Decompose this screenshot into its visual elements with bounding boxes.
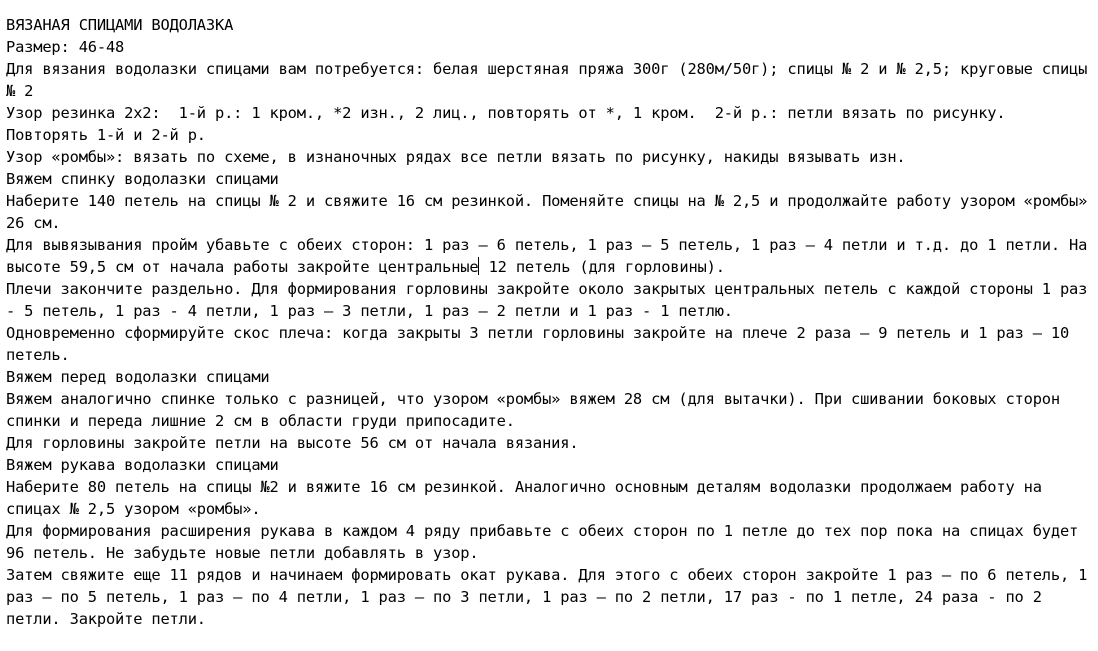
sleeves-cast-on-paragraph: Наберите 80 петель на спицы №2 и вяжите 16 см резинкой. Аналогично основным деталям водолазки продолжаем работу на спицах № 2,5 узором «ромбы». [6, 478, 1051, 518]
sleeve-increase-paragraph: Для формирования расширения рукава в каждом 4 ряду прибавьте с обеих сторон по 1 петле до тех пор пока на спицах будет 96 петель. Не забудьте новые петли добавлять в узор. [6, 522, 1088, 562]
armhole-text-before-caret: Для вывязывания пройм убавьте с обеих сторон: 1 раз — 6 петель, 1 раз – 5 петель, 1 раз – 4 петли и т.д. до 1 петли. На высоте 59,5 см от начала работы закройте центральные [6, 236, 1097, 276]
shoulders-paragraph: Плечи закончите раздельно. Для формирования горловины закройте около закрытых центральных петель с каждой стороны 1 раз - 5 петель, 1 раз - 4 петли, 1 раз – 3 петли, 1 раз – 2 петли и 1 раз - 1 петлю. [6, 280, 1097, 320]
shoulder-slope-paragraph: Одновременно сформируйте скос плеча: когда закрыты 3 петли горловины закройте на плече 2 раза – 9 петель и 1 раз – 10 петель. [6, 324, 1079, 364]
sleeve-cap-paragraph: Затем свяжите еще 11 рядов и начинаем формировать окат рукава. Для этого с обеих сторон закройте 1 раз – по 6 петель, 1 раз – по 5 петель, 1 раз – по 4 петли, 1 раз — по 3 петли, 1 раз – по 2 петли, 17 раз - по 1 петле, 24 раза - по 2 петли. Закройте петли. [6, 566, 1097, 628]
back-heading: Вяжем спинку водолазки спицами [6, 170, 279, 188]
rib-pattern-paragraph: Узор резинка 2х2: 1-й р.: 1 кром., *2 изн., 2 лиц., повторять от *, 1 кром. 2-й р.: петли вязать по рисунку. Повторять 1-й и 2-й р. [6, 104, 1024, 144]
armhole-text-after-caret: 12 петель (для горловины). [479, 258, 725, 276]
front-neckline-paragraph: Для горловины закройте петли на высоте 56 см от начала вязания. [6, 434, 579, 452]
sleeves-heading: Вяжем рукава водолазки спицами [6, 456, 279, 474]
back-cast-on-paragraph: Наберите 140 петель на спицы № 2 и свяжите 16 см резинкой. Поменяйте спицы на № 2,5 и продолжайте работу узором «ромбы» 26 см. [6, 192, 1097, 232]
diamond-pattern-paragraph: Узор «ромбы»: вязать по схеме, в изнаночных рядах все петли вязать по рисунку, накиды вязывать изн. [6, 148, 906, 166]
document-body [6, 14, 1097, 630]
front-heading: Вяжем перед водолазки спицами [6, 368, 270, 386]
document-title: ВЯЗАНАЯ СПИЦАМИ ВОДОЛАЗКА [6, 16, 234, 34]
armhole-paragraph [6, 234, 1097, 278]
front-paragraph: Вяжем аналогично спинке только с разницей, что узором «ромбы» вяжем 28 см (для вытачки). При сшивании боковых сторон спинки и переда лишние 2 см в области груди припосадите. [6, 390, 1070, 430]
materials-paragraph: Для вязания водолазки спицами вам потребуется: белая шерстяная пряжа 300г (280м/50г); спицы № 2 и № 2,5; круговые спицы № 2 [6, 60, 1097, 100]
size-line: Размер: 46-48 [6, 38, 125, 56]
